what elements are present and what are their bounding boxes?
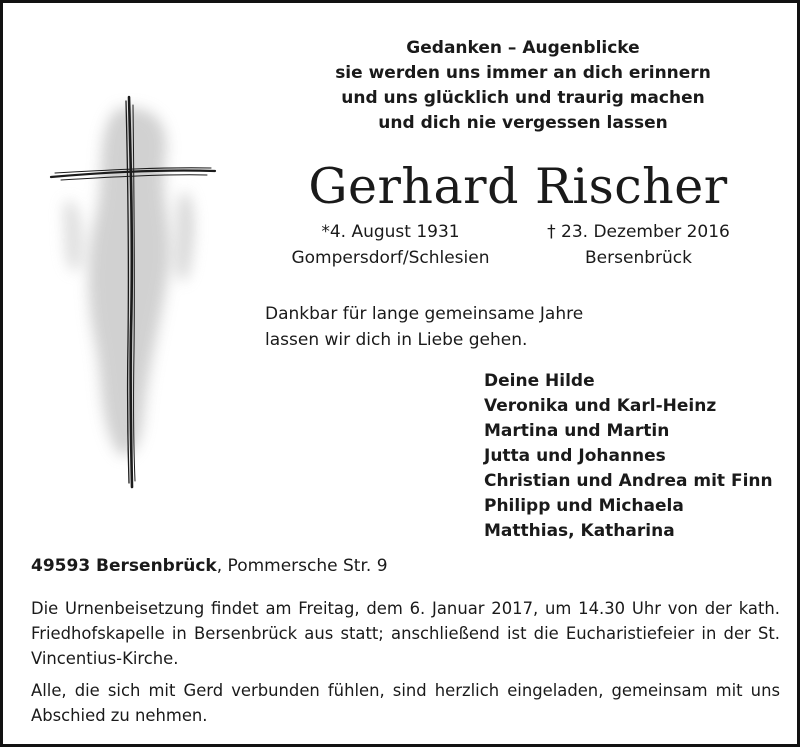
poem-line: sie werden uns immer an dich erinnern xyxy=(335,63,711,83)
death-info xyxy=(531,219,746,271)
poem-line: Gedanken – Augenblicke xyxy=(406,38,640,58)
birth-date: *4. August 1931 xyxy=(321,222,460,242)
family-member: Matthias, Katharina xyxy=(484,521,675,541)
notice-paragraph: Die Urnenbeisetzung findet am Freitag, dem 6. Januar 2017, um 14.30 Uhr von der kath. Friedhofskapelle in Bersenbrück aus statt; anschließend ist die Eucharistiefeier in der St. Vincentius-Kirche. xyxy=(31,599,780,668)
family-list xyxy=(484,369,773,544)
family-member: Philipp und Michaela xyxy=(484,496,684,516)
birth-place: Gompersdorf/Schlesien xyxy=(291,248,490,268)
address-street: , Pommersche Str. 9 xyxy=(216,556,388,576)
gratitude-text xyxy=(265,301,583,353)
cross-icon xyxy=(47,91,227,491)
death-date: † 23. Dezember 2016 xyxy=(547,222,730,242)
poem xyxy=(253,36,793,136)
gratitude-line: Dankbar für lange gemeinsame Jahre xyxy=(265,304,584,324)
address xyxy=(31,554,388,578)
death-place: Bersenbrück xyxy=(585,248,692,268)
family-member: Veronika und Karl-Heinz xyxy=(484,396,717,416)
poem-line: und dich nie vergessen lassen xyxy=(378,113,668,133)
family-member: Christian und Andrea mit Finn xyxy=(484,471,773,491)
birth-info xyxy=(283,219,498,271)
deceased-name: Gerhard Rischer xyxy=(308,158,728,215)
gratitude-line: lassen wir dich in Liebe gehen. xyxy=(265,330,528,350)
notice-paragraph: Alle, die sich mit Gerd verbunden fühlen, sind herzlich eingeladen, gemeinsam mit uns Abschied zu nehmen. xyxy=(31,681,780,725)
family-member: Jutta und Johannes xyxy=(484,446,666,466)
family-member: Deine Hilde xyxy=(484,371,595,391)
family-member: Martina und Martin xyxy=(484,421,670,441)
funeral-notice xyxy=(31,596,780,735)
poem-line: und uns glücklich und traurig machen xyxy=(341,88,705,108)
address-city: 49593 Bersenbrück xyxy=(31,556,217,576)
